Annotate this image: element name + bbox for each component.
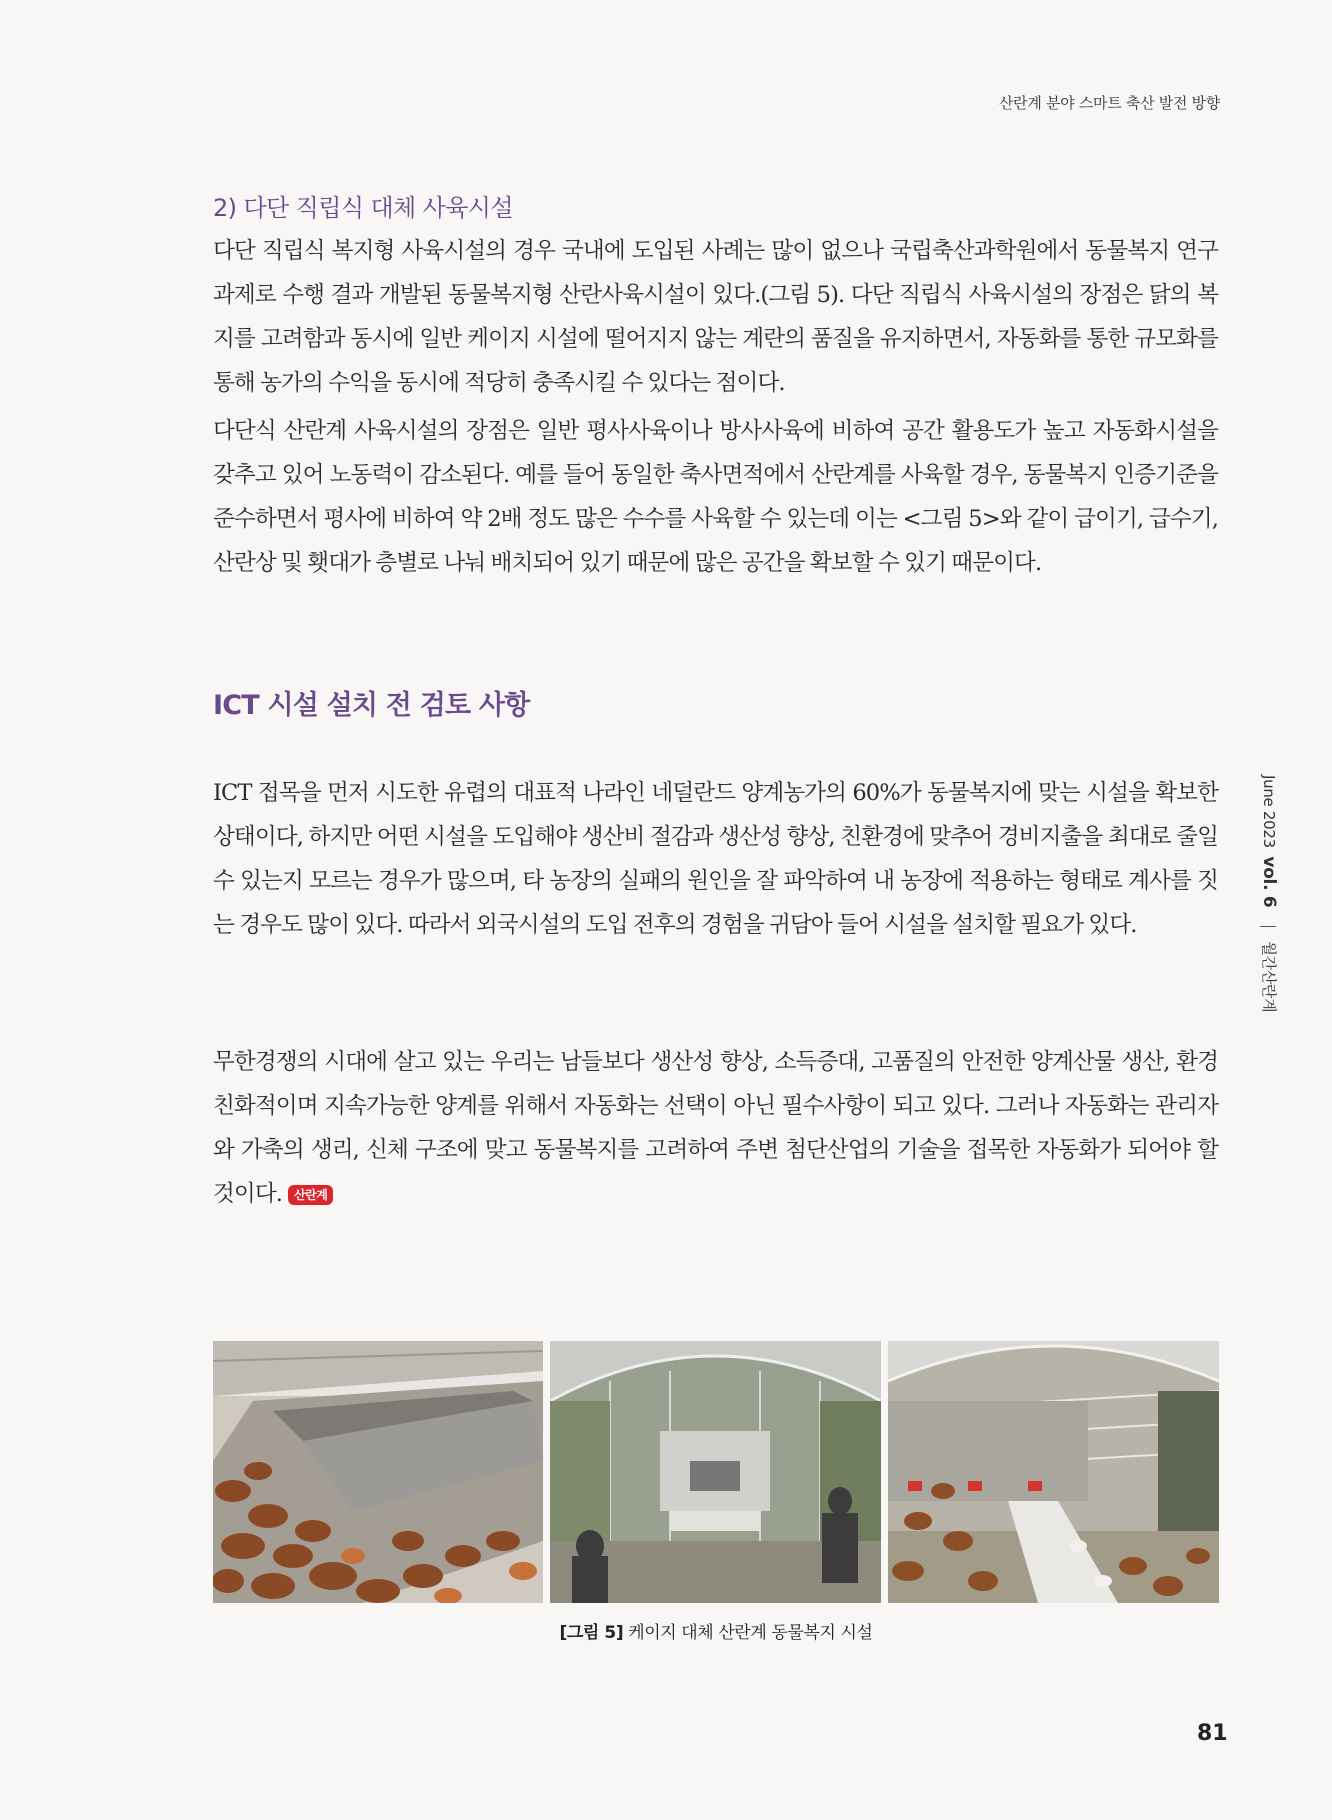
issue-month: June 2023 xyxy=(1260,775,1278,848)
body-paragraph xyxy=(213,1040,1218,1216)
magazine-name: 월간산란계 xyxy=(1260,941,1278,1013)
vertical-magazine-label xyxy=(1259,775,1295,1015)
end-mark-logo: 산란계 xyxy=(288,1185,333,1205)
divider xyxy=(1261,926,1277,927)
body-paragraph: 다단 직립식 복지형 사육시설의 경우 국내에 도입된 사례는 많이 없으나 국립축산과학원에서 동물복지 연구과제로 수행 결과 개발된 동물복지형 산란사육시설이 있다.(그림 5). 다단 직립식 사육시설의 장점은 닭의 복지를 고려함과 동시에 일반 케이지 시설에 떨어지지 않는 계란의 품질을 유지하면서, 자동화를 통한 규모화를 통해 농가의 수익을 동시에 적당히 충족시킬 수 있다는 점이다. xyxy=(213,238,1218,396)
subsection-heading: 2) 다단 직립식 대체 사육시설 xyxy=(213,194,513,222)
running-title: 산란계 분야 스마트 축산 발전 방향 xyxy=(998,94,1220,112)
section-heading: ICT 시설 설치 전 검토 사항 xyxy=(213,690,530,721)
page-number: 81 xyxy=(1197,1721,1228,1746)
aviary-interior-photo xyxy=(888,1341,1219,1603)
body-paragraph-text: 무한경쟁의 시대에 살고 있는 우리는 남들보다 생산성 향상, 소득증대, 고품질의 안전한 양계산물 생산, 환경 친화적이며 지속가능한 양계를 위해서 자동화는 선택이 아닌 필수사항이 되고 있다. 그러나 자동화는 관리자와 가축의 생리, 신체 구조에 맞고 동물복지를 고려하여 주변 첨단산업의 기술을 접목한 자동화가 되어야 할 것이다. xyxy=(213,1049,1218,1207)
body-paragraph: 다단식 산란계 사육시설의 장점은 일반 평사사육이나 방사사육에 비하여 공간 활용도가 높고 자동화시설을 갖추고 있어 노동력이 감소된다. 예를 들어 동일한 축사면적에서 산란계를 사육할 경우, 동물복지 인증기준을 준수하면서 평사에 비하여 약 2배 정도 많은 수수를 사육할 수 있는데 이는 <그림 5>와 같이 급이기, 급수기, 산란상 및 횃대가 층별로 나눠 배치되어 있기 때문에 많은 공간을 확보할 수 있기 때문이다. xyxy=(213,418,1218,576)
figure-5 xyxy=(213,1341,1219,1603)
body-paragraph: ICT 접목을 먼저 시도한 유렵의 대표적 나라인 네덜란드 양계농가의 60%가 동물복지에 맞는 시설을 확보한 상태이다, 하지만 어떤 시설을 도입해야 생산비 절감과 생산성 향상, 친환경에 맞추어 경비지출을 최대로 줄일 수 있는지 모르는 경우가 많으며, 타 농장의 실패의 원인을 잘 파악하여 내 농장에 적용하는 형태로 계사를 짓는 경우도 많이 있다. 따라서 외국시설의 도입 전후의 경험을 귀담아 들어 시설을 설치할 필요가 있다. xyxy=(213,780,1218,938)
workers-in-aviary-photo xyxy=(550,1341,881,1603)
caption-label: [그림 5] xyxy=(559,1623,624,1643)
figure-caption xyxy=(213,1618,1219,1643)
issue-volume: vol. 6 xyxy=(1259,856,1279,908)
hens-on-slatted-floor-photo xyxy=(213,1341,543,1603)
caption-text: 케이지 대체 산란계 동물복지 시설 xyxy=(623,1623,873,1643)
